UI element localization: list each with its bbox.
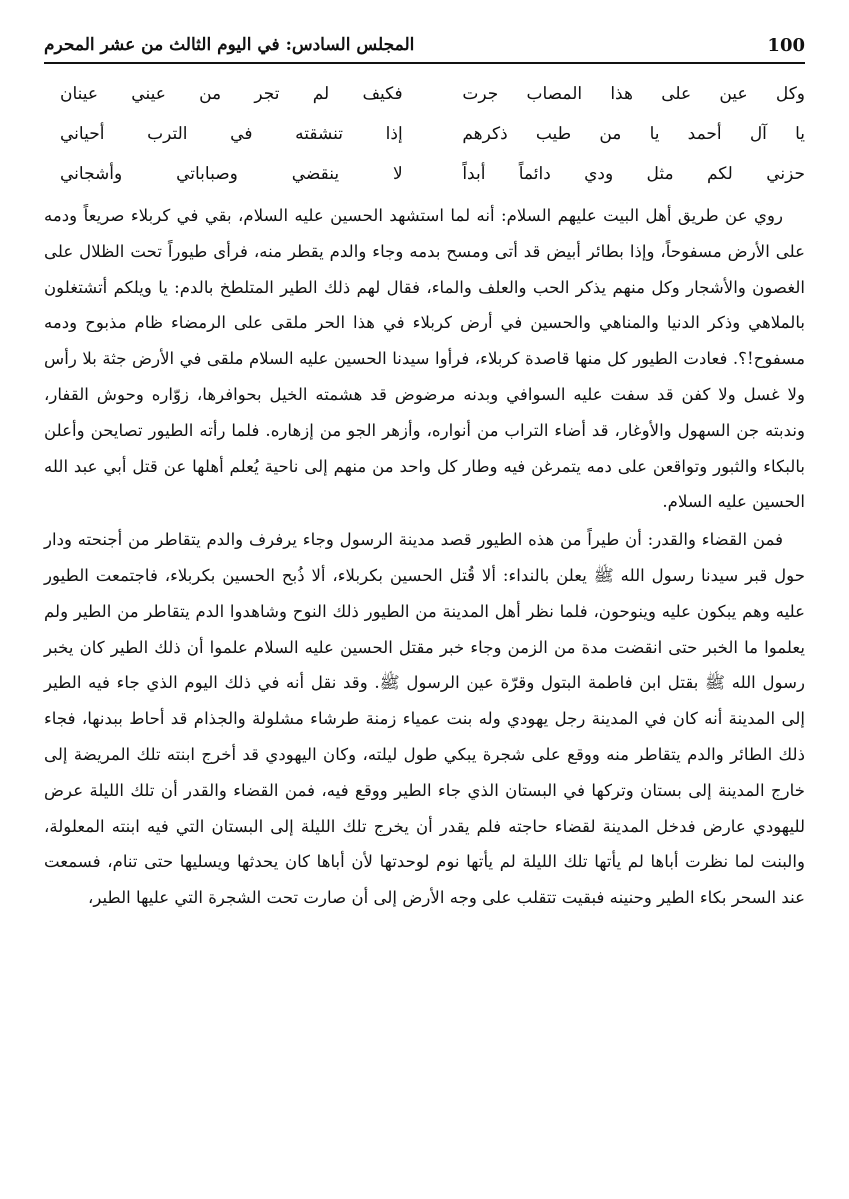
poem-verse: [60, 114, 805, 154]
verse-first-hemistich: وكل عين على هذا المصاب جرت: [462, 84, 805, 104]
verse-first-hemistich: حزني لكم مثل ودي دائماً أبداً: [462, 164, 805, 184]
header-divider: [44, 62, 805, 64]
body-text: [44, 198, 805, 916]
verse-first-hemistich: يا آل أحمد يا من طيب ذكرهم: [462, 124, 805, 144]
verse-second-hemistich: إذا تنشقته في الترب أحياني: [60, 124, 403, 144]
paragraph-bird-in-medina: فمن القضاء والقدر: أن طيراً من هذه الطيور قصد مدينة الرسول وجاء يرفرف والدم يتقاطر من أجنحته ودار حول قبر سيدنا رسول الله ﷺ يعلن بالنداء: ألا قُتل الحسين بكربلاء، ألا ذُبح الحسين بكربلاء، فاجتمعت الطيور عليه وهم يبكون عليه وينوحون، فلما نظر أهل المدينة من الطيور ذلك النوح وشاهدوا الدم يتقاطر من الطير ولم يعلموا ما الخبر حتى انقضت مدة من الزمن وجاء خبر مقتل الحسين عليه السلام علموا أن ذلك الطير كان يخبر رسول الله ﷺ بقتل ابن فاطمة البتول وقرّة عين الرسول ﷺ. وقد نقل أنه في ذلك اليوم الذي جاء فيه الطير إلى المدينة أنه كان في المدينة رجل يهودي وله بنت عمياء زمنة طرشاء مشلولة والجذام قد أحاط ببدنها، فجاء ذلك الطائر والدم يتقاطر منه ووقع على شجرة يبكي طول ليلته، وكان اليهودي قد أخرج ابنته تلك المريضة إلى خارج المدينة إلى بستان وتركها في البستان الذي جاء الطير ووقع فيه، فمن القضاء والقدر أن تلك الليلة عرض لليهودي عارض فدخل المدينة لقضاء حاجته فلم يقدر أن يخرج تلك الليلة إلى البستان التي فيه ابنته المعلولة، والبنت لما نظرت أباها لم يأتها تلك الليلة لم يأتها نوم لوحدتها لأن أباها كان يحدثها ويسليها حتى تنام، فسمعت عند السحر بكاء الطير وحنينه فبقيت تتقلب على وجه الأرض إلى أن صارت تحت الشجرة التي عليها الطير،: [44, 530, 805, 908]
page-header: [44, 30, 805, 60]
verse-second-hemistich: لا ينقضي وصباباتي وأشجاني: [60, 164, 403, 184]
paragraph-birds-at-karbala: روي عن طريق أهل البيت عليهم السلام: أنه لما استشهد الحسين عليه السلام، بقي في كربلاء صريعاً ودمه على الأرض مسفوحاً، وإذا بطائر أبيض قد أتى ومسح بدمه وجاء والدم يقطر منه، فرأى طيوراً تحت الظلال على الغصون والأشجار وكل منهم يذكر الحب والعلف والماء، فقال لهم ذلك الطير المتلطخ بالدم: يا ويلكم أتشتغلون بالملاهي وذكر الدنيا والمناهي والحسين في أرض كربلاء في هذا الحر ملقى على الرمضاء ظام مذبوح ودمه مسفوح!؟. فعادت الطيور كل منها قاصدة كربلاء، فرأوا سيدنا الحسين عليه السلام ملقى في الأرض جثة بلا رأس ولا غسل ولا كفن قد سفت عليه السوافي وبدنه مرضوض قد هشمته الخيل بحوافرها، زوّاره وحوش القفار، وندبته جن السهول والأوغار، قد أضاء التراب من أنواره، وأزهر الجو من إزهاره. فلما رأته الطيور تصايحن وأعلن بالبكاء والثبور وتواقعن على دمه يتمرغن فيه وطار كل واحد من منهم إلى ناحية يُعلم أهلها عن قتل أبي عبد الله الحسين عليه السلام.: [44, 206, 805, 512]
running-title: المجلس السادس: في اليوم الثالث من عشر المحرم: [44, 35, 415, 55]
poem: [60, 74, 805, 194]
page-number: 100: [767, 34, 805, 56]
verse-second-hemistich: فكيف لم تجر من عيني عينان: [60, 84, 403, 104]
poem-verse: [60, 74, 805, 114]
poem-verse: [60, 154, 805, 194]
